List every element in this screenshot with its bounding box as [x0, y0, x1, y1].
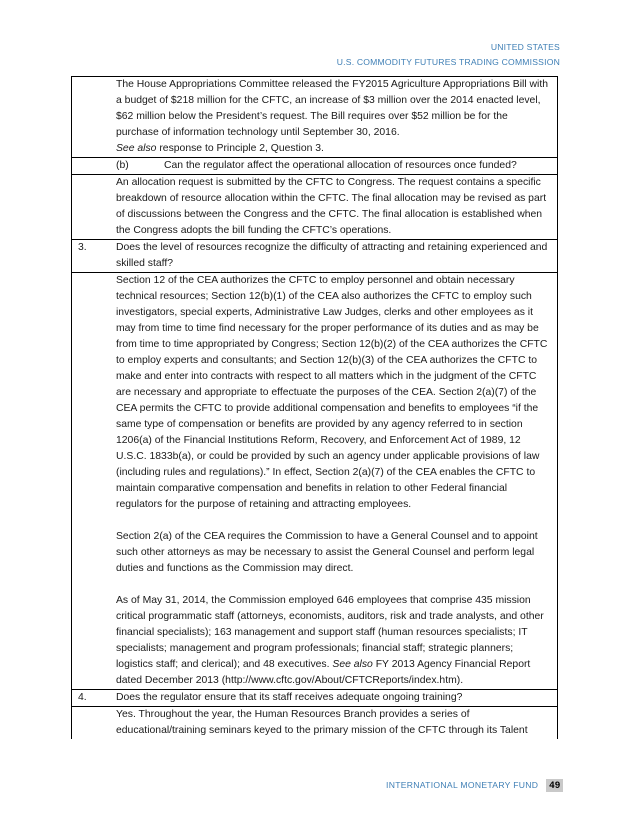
question-number: 4. — [78, 692, 87, 703]
question-text: Does the regulator ensure that its staff receives adequate ongoing training? — [116, 692, 463, 703]
question-text: Does the level of resources recognize the difficulty of attracting and retaining experienced and skilled staff? — [116, 242, 548, 269]
question-text: Can the regulator affect the operational allocation of resources once funded? — [164, 160, 517, 171]
table-row — [72, 175, 557, 240]
table-row — [72, 690, 557, 707]
page-number: 49 — [546, 779, 563, 792]
table-row — [72, 273, 557, 690]
row-number — [72, 77, 112, 157]
see-also-text: response to Principle 2, Question 3. — [156, 143, 324, 154]
answer-paragraph: The House Appropriations Committee released the FY2015 Agriculture Appropriations Bill with a budget of $218 million for the CFTC, an increase of $3 million over the 2014 enacted level, $62 million below the President’s request. The Bill requires over $52 million be for the purchase of information technology until September 30, 2016. — [116, 79, 549, 138]
sub-question-number: (b) — [116, 160, 129, 171]
question-cell — [112, 690, 557, 706]
table-row — [72, 240, 557, 273]
answer-paragraph: Yes. Throughout the year, the Human Resources Branch provides a series of educational/training seminars keyed to the primary mission of the CFTC through its Talent — [116, 709, 528, 736]
document-header — [337, 40, 560, 70]
row-number — [72, 273, 112, 689]
answer-cell — [112, 77, 557, 157]
see-also-line — [116, 141, 551, 157]
question-cell — [112, 240, 557, 272]
header-country: UNITED STATES — [490, 42, 560, 52]
answer-cell — [112, 273, 557, 689]
answer-paragraph: An allocation request is submitted by the CFTC to Congress. The request contains a specific breakdown of resource allocation within the CFTC. The final allocation may be revised as part of discussions between the Congress and the CFTC. The final allocation is established when the Congress adopts the bill funding the CFTC’s operations. — [116, 177, 547, 236]
row-number — [72, 175, 112, 239]
answer-text: As of May 31, 2014, the Commission employed 646 employees that comprise 435 mission critical programmatic staff (attorneys, economists, auditors, risk and trade analysts, and other financial specialists); 163 management and support staff (human resources specialists; IT specialists; management and program professionals; financial staff; strategic planners; logistics staff; and clerical); and 48 executives. — [116, 595, 544, 670]
see-also-label: See also — [332, 659, 373, 670]
answer-paragraph: Section 2(a) of the CEA requires the Commission to have a General Counsel and to appoint such other attorneys as may be necessary to assist the General Counsel and perform legal duties and functions as the Commission may direct. — [116, 531, 538, 574]
table-row — [72, 707, 557, 739]
document-footer — [386, 778, 563, 792]
row-number — [72, 707, 112, 739]
header-agency: U.S. COMMODITY FUTURES TRADING COMMISSION — [336, 57, 560, 67]
answer-paragraph — [116, 593, 551, 689]
assessment-table — [71, 76, 558, 739]
table-row — [72, 77, 557, 158]
row-number — [72, 158, 112, 174]
answer-cell — [112, 707, 557, 739]
answer-cell — [112, 175, 557, 239]
question-number: 3. — [78, 242, 87, 253]
question-cell — [112, 158, 557, 174]
see-also-label: See also — [116, 143, 157, 154]
answer-text: FY 2013 Agency Financial Report dated December 2013 (http://www.cftc.gov/About/CFTCReports/index.htm). — [116, 659, 531, 686]
footer-label: INTERNATIONAL MONETARY FUND — [386, 780, 539, 790]
answer-paragraph: Section 12 of the CEA authorizes the CFTC to employ personnel and obtain necessary technical resources; Section 12(b)(1) of the CEA also authorizes the CFTC to employ such investigators, special experts, Administrative Law Judges, clerks and other employees as it may from time to time find necessary for the proper performance of its duties and as may be from time to time appropriated by Congress; Section 12(b)(2) of the CEA authorizes the CFTC to employ experts and consultants; and Section 12(b)(3) of the CEA authorizes the CFTC to make and enter into contracts with respect to all matters which in the judgment of the CFTC are necessary and appropriate to effectuate the purposes of the CEA. Section 2(a)(7) of the CEA permits the CFTC to provide additional compensation and benefits to employees “if the same type of compensation or benefits are provided by any agency referred to in section 1206(a) of the Financial Institutions Reform, Recovery, and Enforcement Act of 1989, 12 U.S.C. 1833b(a), or could be provided by such an agency under applicable provisions of law (including rules and regulations).” In effect, Section 2(a)(7) of the CEA enables the CFTC to maintain comparative compensation and benefits in relation to other Federal financial regulators for the purpose of retaining and attracting employees. — [116, 275, 548, 510]
table-row — [72, 158, 557, 175]
